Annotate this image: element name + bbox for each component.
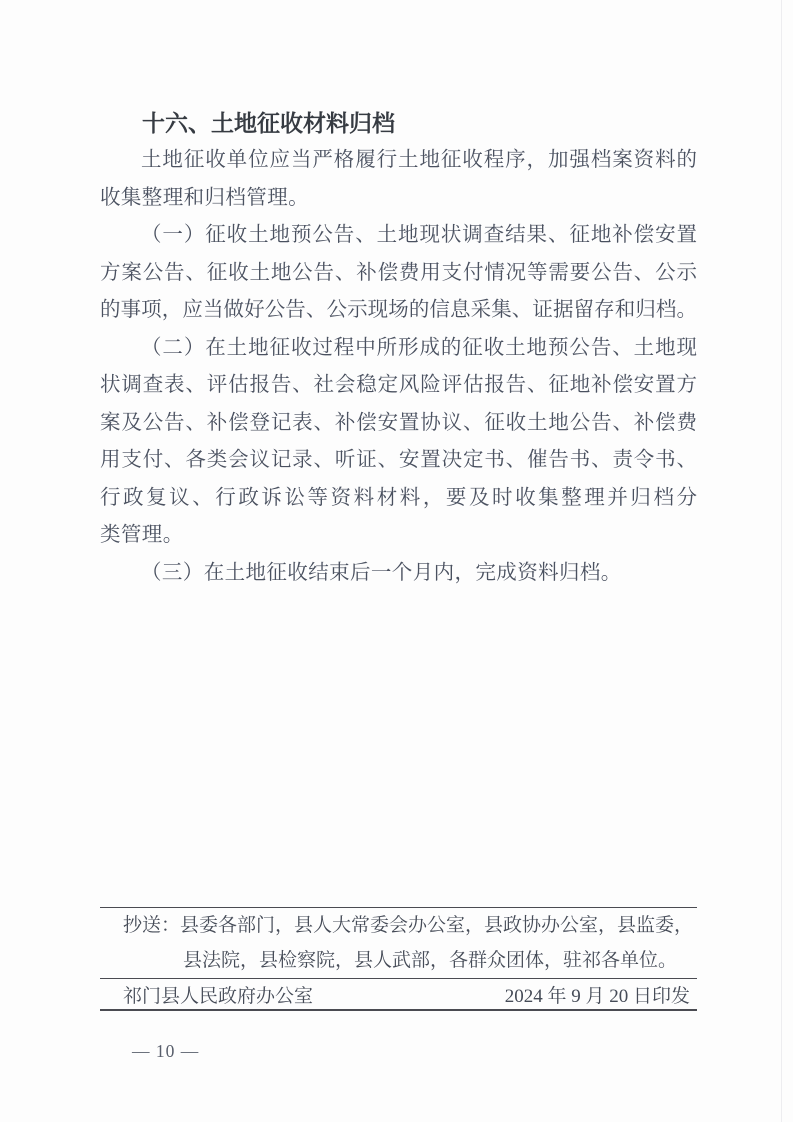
print-date: 2024 年 9 月 20 日印发 xyxy=(504,985,690,1007)
cc-block xyxy=(100,908,697,978)
paragraph-line: 类管理。 xyxy=(100,524,184,546)
paragraph-line: 的事项，应当做好公告、公示现场的信息采集、证据留存和归档。 xyxy=(100,299,697,321)
paragraph-line: （三）在土地征收结束后一个月内，完成资料归档。 xyxy=(141,561,622,584)
issuing-office: 祁门县人民政府办公室 xyxy=(123,985,314,1007)
paragraph-line: 状调查表、评估报告、社会稳定风险评估报告、征地补偿安置方 xyxy=(100,374,697,396)
paragraph-line: 行政复议、行政诉讼等资料材料，要及时收集整理并归档分 xyxy=(100,486,697,509)
paragraph xyxy=(100,142,697,217)
paragraph-line: 方案公告、征收土地公告、补偿费用支付情况等需要公告、公示 xyxy=(100,261,697,284)
paragraph-line: 案及公告、补偿登记表、补偿安置协议、征收土地公告、补偿费 xyxy=(100,411,697,434)
cc-line: 县法院，县检察院，县人武部，各群众团体，驻祁各单位。 xyxy=(183,949,678,971)
paragraph-line: 用支付、各类会议记录、听证、安置决定书、催告书、责令书、 xyxy=(100,449,697,471)
scan-edge-line xyxy=(781,0,782,1122)
paragraph xyxy=(100,555,697,593)
paragraph-line: （一）征收土地预公告、土地现状调查结果、征地补偿安置 xyxy=(141,224,697,246)
section-heading: 十六、土地征收材料归档 xyxy=(142,110,395,136)
paragraph xyxy=(100,217,697,330)
footer-rule-bottom xyxy=(100,1009,697,1011)
cc-line: 抄送：县委各部门，县人大常委会办公室，县政协办公室，县监委， xyxy=(123,915,694,936)
page-number: — 10 — xyxy=(132,1041,200,1061)
issuer-row xyxy=(100,979,697,1009)
document-body xyxy=(100,104,697,592)
document-footer xyxy=(100,907,697,1011)
paragraph-line: （二）在土地征收过程中所形成的征收土地预公告、土地现 xyxy=(141,336,697,359)
paragraph xyxy=(100,330,697,555)
paragraph-line: 土地征收单位应当严格履行土地征收程序，加强档案资料的 xyxy=(141,149,697,171)
paragraph-line: 收集整理和归档管理。 xyxy=(100,186,309,209)
